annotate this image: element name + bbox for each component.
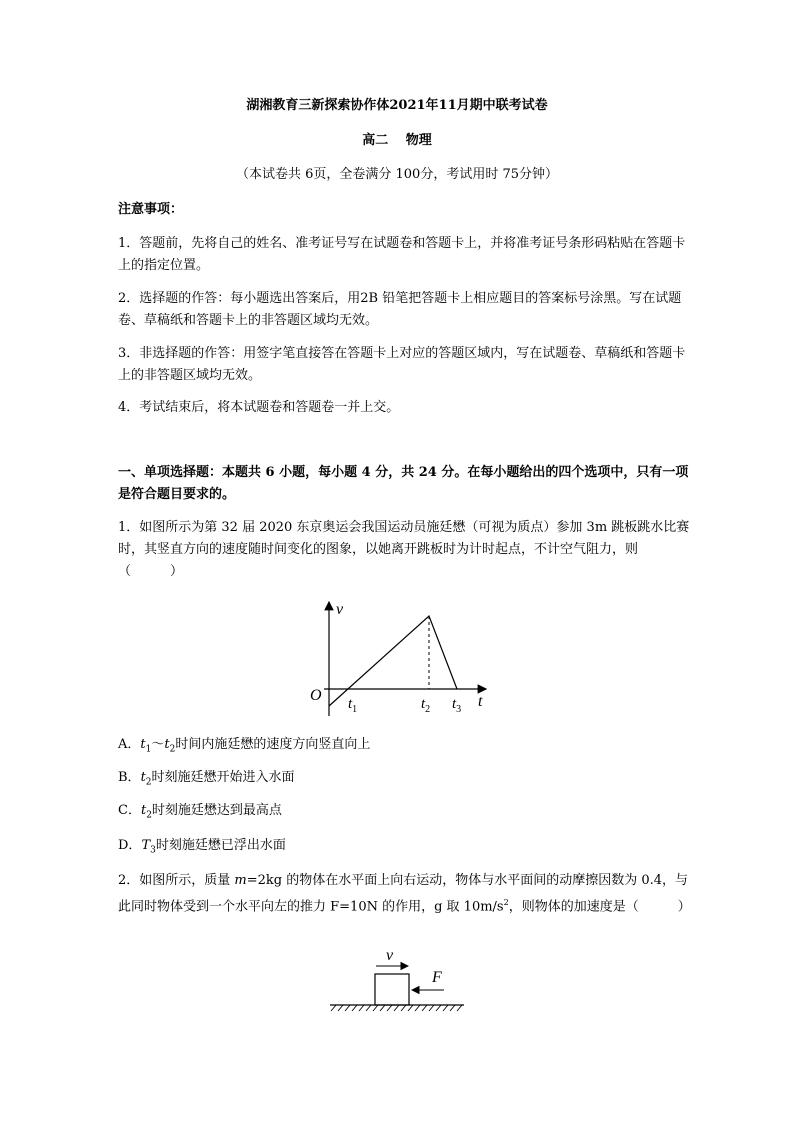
velocity-line xyxy=(329,616,457,706)
block xyxy=(375,974,409,1005)
t-axis-label: t xyxy=(478,693,483,710)
option-b: B．$t_2$时刻施廷懋开始进入水面 xyxy=(118,770,295,788)
t3-label: $t_3$ xyxy=(452,696,462,715)
force-label: F xyxy=(432,969,442,986)
ground-hatching xyxy=(331,1005,462,1011)
origin-label: O xyxy=(310,687,322,704)
velocity-label: v xyxy=(386,947,394,964)
notes-heading: 注意事项： xyxy=(118,202,184,217)
exam-title: 湖湘教育三新探索协作体2021年11月期中联考试卷 xyxy=(246,98,548,113)
t2-label: $t_2$ xyxy=(421,696,431,715)
question-2-stem: 2．如图所示，质量 m=2kg 的物体在水平面上向右运动，物体与水平面间的动摩擦因数为 0.4，与此同时物体受到一个水平向左的推力 F=10N 的作用，g 取 $10m/s^2$，则物体的加速度是（ ） xyxy=(118,873,691,915)
question-1-stem: 1．如图所示为第 32 届 2020 东京奥运会我国运动员施廷懋（可视为质点）参加 3m 跳板跳水比赛时，其竖直方向的速度随时间变化的图象，以她离开跳板时为计时起点，不计空气阻力，则（ ） xyxy=(118,520,690,579)
t1-label: $t_1$ xyxy=(348,696,358,715)
note-item-1: 1．答题前，先将自己的姓名、准考证号写在试题卷和答题卡上，并将准考证号条形码粘贴在答题卡上的指定位置。 xyxy=(118,236,686,273)
note-item-3: 3．非选择题的作答：用签字笔直接答在答题卡上对应的答题区域内，写在试题卷、草稿纸和答题卡上的非答题区域均无效。 xyxy=(118,346,686,383)
block-force-figure xyxy=(326,944,468,1016)
option-c: C．$t_2$时刻施廷懋达到最高点 xyxy=(118,803,282,821)
exam-info: （本试卷共 6页，全卷满分 100分，考试用时 75分钟） xyxy=(235,167,559,182)
note-item-2: 2．选择题的作答：每小题选出答案后，用2B 铅笔把答题卡上相应题目的答案标号涂黑。写在试题卷、草稿纸和答题卡上的非答题区域均无效。 xyxy=(118,291,682,328)
option-d: D．$T_3$时刻施廷懋已浮出水面 xyxy=(118,838,286,856)
subject-title: 高二 物理 xyxy=(362,133,432,148)
option-a: A．$t_1\sim t_2$时间内施廷懋的速度方向竖直向上 xyxy=(118,737,371,755)
velocity-time-graph xyxy=(300,596,500,720)
section-heading: 一、单项选择题：本题共 6 小题，每小题 4 分，共 24 分。在每小题给出的四个选项中，只有一项是符合题目要求的。 xyxy=(118,465,689,502)
note-item-4: 4．考试结束后，将本试题卷和答题卷一并上交。 xyxy=(118,400,400,415)
v-axis-label: v xyxy=(336,601,344,618)
